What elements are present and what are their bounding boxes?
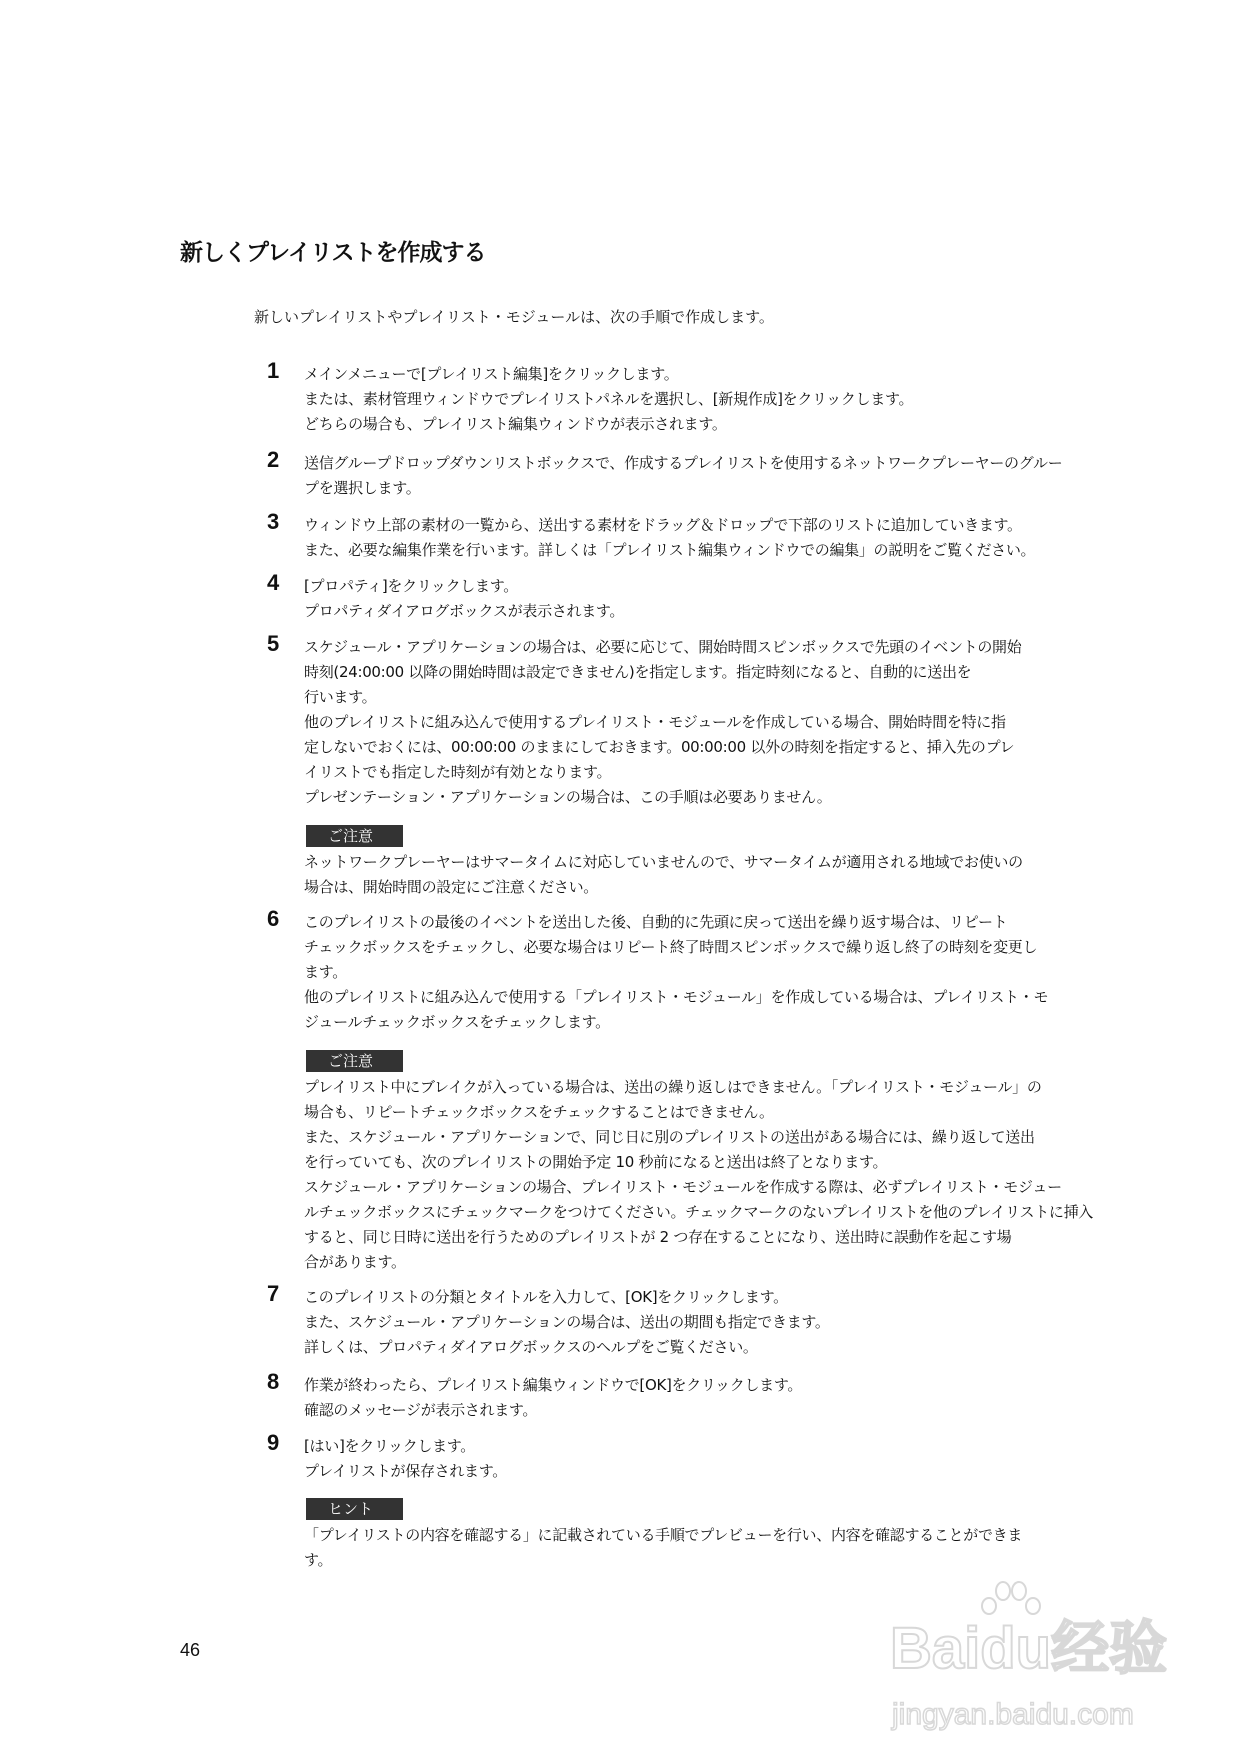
step-text: 時刻(24:00:00 以降の開始時間は設定できません)を指定します。指定時刻になると、自動的に送出を — [304, 663, 972, 681]
step-number: 4 — [267, 570, 280, 595]
step-number: 5 — [267, 631, 280, 656]
note-text: ネットワークプレーヤーはサマータイムに対応していませんので、サマータイムが適用される地域でお使いの — [304, 853, 1023, 871]
step-text: ます。 — [304, 963, 347, 981]
baidu-watermark — [880, 1580, 1200, 1750]
step-text: [プロパティ]をクリックします。 — [304, 577, 518, 595]
step-text: メインメニューで[プレイリスト編集]をクリックします。 — [304, 365, 679, 383]
hint-label: ヒント — [306, 1498, 403, 1520]
note-text: スケジュール・アプリケーションの場合、プレイリスト・モジュールを作成する際は、必ずプレイリスト・モジュー — [304, 1178, 1062, 1196]
page-number: 46 — [180, 1640, 201, 1660]
caution-note — [304, 1075, 1094, 1275]
step-number: 6 — [267, 906, 280, 931]
paw-icon — [975, 1580, 1045, 1620]
note-text: 場合も、リピートチェックボックスをチェックすることはできません。 — [304, 1103, 774, 1121]
note-text: 合があります。 — [304, 1253, 406, 1271]
step-text: プロパティダイアログボックスが表示されます。 — [304, 602, 625, 620]
step-text: このプレイリストの分類とタイトルを入力して、[OK]をクリックします。 — [304, 1288, 788, 1306]
note-text: プレイリスト中にブレイクが入っている場合は、送出の繰り返しはできません。「プレイリスト・モジュール」の — [304, 1078, 1042, 1096]
step-text: 送信グループドロップダウンリストボックスで、作成するプレイリストを使用するネットワークプレーヤーのグルー — [304, 454, 1063, 472]
step-text: ウィンドウ上部の素材の一覧から、送出する素材をドラッグ＆ドロップで下部のリストに追加していきます。 — [304, 516, 1022, 534]
step-number: 8 — [267, 1369, 280, 1394]
step-text: このプレイリストの最後のイベントを送出した後、自動的に先頭に戻って送出を繰り返す場合は、リピート — [304, 913, 1008, 931]
note-text: 「プレイリストの内容を確認する」に記載されている手順でプレビューを行い、内容を確認することができま — [304, 1526, 1023, 1544]
page-title: 新しくプレイリストを作成する — [180, 240, 486, 266]
step-text: プを選択します。 — [304, 479, 421, 497]
step-text: 作業が終わったら、プレイリスト編集ウィンドウで[OK]をクリックします。 — [304, 1376, 803, 1394]
step-text: また、必要な編集作業を行います。詳しくは「プレイリスト編集ウィンドウでの編集」の説明をご覧ください。 — [304, 541, 1036, 559]
step-text: 詳しくは、プロパティダイアログボックスのヘルプをご覧ください。 — [304, 1338, 758, 1356]
step-text: または、素材管理ウィンドウでプレイリストパネルを選択し、[新規作成]をクリックします。 — [304, 390, 914, 408]
note-text: 場合は、開始時間の設定にご注意ください。 — [304, 878, 599, 896]
note-text: ルチェックボックスにチェックマークをつけてください。チェックマークのないプレイリストを他のプレイリストに挿入 — [304, 1203, 1094, 1221]
watermark-main: Baidu经验 — [890, 1616, 1168, 1681]
step-text: 確認のメッセージが表示されます。 — [304, 1401, 538, 1419]
step-number: 3 — [267, 509, 280, 534]
note-text: を行っていても、次のプレイリストの開始予定 10 秒前になると送出は終了となります。 — [304, 1153, 888, 1171]
step-text: [はい]をクリックします。 — [304, 1437, 476, 1455]
step-number: 1 — [267, 358, 280, 383]
note-text: また、スケジュール・アプリケーションで、同じ日に別のプレイリストの送出がある場合には、繰り返して送出 — [304, 1128, 1035, 1146]
step-text: スケジュール・アプリケーションの場合は、必要に応じて、開始時間スピンボックスで先頭のイベントの開始 — [304, 638, 1022, 656]
hint-note — [304, 1523, 1084, 1573]
step-text: 行います。 — [304, 688, 377, 706]
note-text: す。 — [304, 1551, 333, 1569]
caution-note — [304, 850, 1084, 900]
step-number: 9 — [267, 1430, 280, 1455]
watermark-url: jingyan.baidu.com — [892, 1698, 1134, 1731]
step-number: 7 — [267, 1281, 280, 1306]
step-text: 定しないでおくには、00:00:00 のままにしておきます。00:00:00 以外の時刻を指定すると、挿入先のプレ — [304, 738, 1015, 756]
step-text: また、スケジュール・アプリケーションの場合は、送出の期間も指定できます。 — [304, 1313, 830, 1331]
step-text: プレイリストが保存されます。 — [304, 1462, 507, 1480]
step-text: 他のプレイリストに組み込んで使用するプレイリスト・モジュールを作成している場合、開始時間を特に指 — [304, 713, 1006, 731]
intro-text: 新しいプレイリストやプレイリスト・モジュールは、次の手順で作成します。 — [254, 308, 774, 326]
note-text: すると、同じ日時に送出を行うためのプレイリストが 2 つ存在することになり、送出時に誤動作を起こす場 — [304, 1228, 1012, 1246]
step-text: ジュールチェックボックスをチェックします。 — [304, 1013, 610, 1031]
step-text: チェックボックスをチェックし、必要な場合はリピート終了時間スピンボックスで繰り返し終了の時刻を変更し — [304, 938, 1038, 956]
step-text: イリストでも指定した時刻が有効となります。 — [304, 763, 612, 781]
step-number: 2 — [267, 447, 280, 472]
step-text: 他のプレイリストに組み込んで使用する「プレイリスト・モジュール」を作成している場合は、プレイリスト・モ — [304, 988, 1049, 1006]
caution-label: ご注意 — [306, 825, 403, 847]
step-text: どちらの場合も、プレイリスト編集ウィンドウが表示されます。 — [304, 415, 727, 433]
caution-label: ご注意 — [306, 1050, 403, 1072]
step-text: プレゼンテーション・アプリケーションの場合は、この手順は必要ありません。 — [304, 788, 832, 806]
